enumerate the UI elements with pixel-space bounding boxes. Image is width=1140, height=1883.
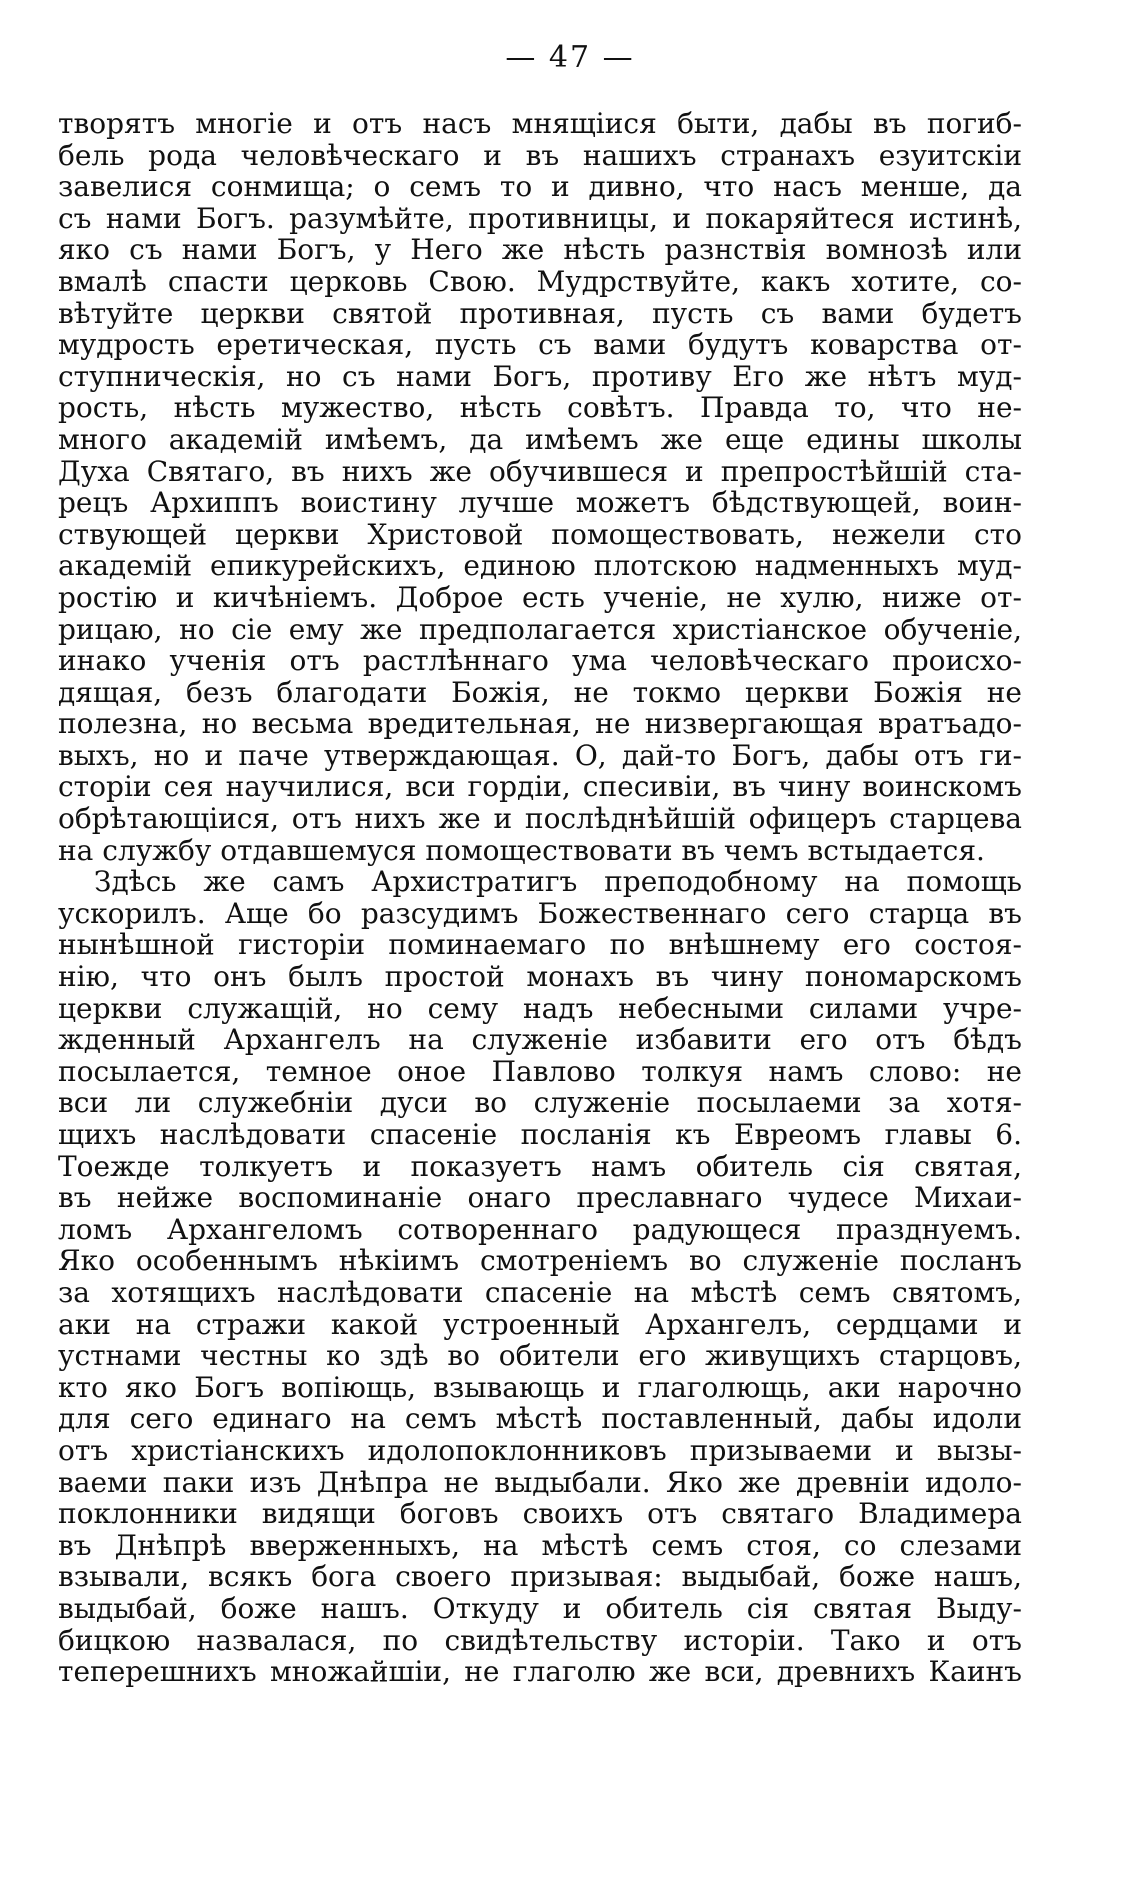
text-line: яко съ нами Богъ, у Него же нѣсть разнствія вомнозѣ или bbox=[58, 233, 1022, 267]
text-line: рицаю, но сіе ему же предполагается христіанское обученіе, bbox=[58, 612, 1022, 646]
text-line: ломъ Архангеломъ сотвореннаго радующеся празднуемъ. bbox=[58, 1212, 1022, 1246]
text-line: посылается, темное оное Павлово толкуя намъ слово: не bbox=[58, 1054, 1022, 1088]
text-line: нію, что онъ былъ простой монахъ въ чину пономарскомъ bbox=[58, 960, 1022, 994]
text-line: вси ли служебніи дуси во служеніе посылаеми за хотя- bbox=[58, 1086, 1022, 1120]
text-line: ствующей церкви Христовой помоществовать, нежели сто bbox=[58, 517, 1022, 551]
text-line: для сего единаго на семъ мѣстѣ поставленный, дабы идоли bbox=[58, 1402, 1022, 1436]
text-line: отъ христіанскихъ идолопоклонниковъ призываеми и вызы- bbox=[58, 1433, 1022, 1467]
text-line: жденный Архангелъ на служеніе избавити его отъ бѣдъ bbox=[58, 1023, 1022, 1057]
text-line: много академій имѣемъ, да имѣемъ же еще едины школы bbox=[58, 422, 1022, 456]
text-line: на службу отдавшемуся помоществовати въ чемъ встыдается. bbox=[58, 833, 985, 867]
text-line: за хотящихъ наслѣдовати спасеніе на мѣстѣ семъ святомъ, bbox=[58, 1275, 1022, 1309]
text-line: вмалѣ спасти церковь Свою. Мудрствуйте, какъ хотите, со- bbox=[58, 264, 1022, 298]
text-line: нынѣшной гисторіи поминаемаго по внѣшнему его состоя- bbox=[58, 928, 1022, 962]
text-line: Духа Святаго, въ нихъ же обучившеся и препростѣйшій ста- bbox=[58, 454, 1022, 488]
body-text bbox=[58, 108, 1022, 1688]
text-line: Здѣсь же самъ Архистратигъ преподобному на помощь bbox=[94, 865, 1022, 899]
text-line: выдыбай, боже нашъ. Откуду и обитель сія святая Выду- bbox=[58, 1591, 1022, 1625]
text-line: академій епикурейскихъ, единою плотскою надменныхъ муд- bbox=[58, 549, 1022, 583]
text-line: рецъ Архиппъ воистину лучше можетъ бѣдствующей, воин- bbox=[58, 486, 1022, 520]
text-line: въ Днѣпрѣ вверженныхъ, на мѣстѣ семъ стоя, со слезами bbox=[58, 1528, 1022, 1562]
text-line: съ нами Богъ. разумѣйте, противницы, и покаряйтеся истинѣ, bbox=[58, 201, 1022, 235]
text-line: въ нейже воспоминаніе онаго преславнаго чудесе Михаи- bbox=[58, 1181, 1022, 1215]
text-line: устнами честны ко здѣ во обители его живущихъ старцовъ, bbox=[58, 1339, 1022, 1373]
text-line: взывали, всякъ бога своего призывая: выдыбай, боже нашъ, bbox=[58, 1560, 1022, 1594]
text-line: бель рода человѣческаго и въ нашихъ странахъ езуитскіи bbox=[58, 138, 1022, 172]
text-line: Яко особеннымъ нѣкіимъ смотреніемъ во служеніе посланъ bbox=[58, 1244, 1022, 1278]
text-line: инако ученія отъ растлѣннаго ума человѣческаго происхо- bbox=[58, 644, 1022, 678]
text-line: церкви служащій, но сему надъ небесными силами учре- bbox=[58, 991, 1022, 1025]
page-number: — 47 — bbox=[505, 40, 635, 75]
text-line: дящая, безъ благодати Божія, не токмо церкви Божія не bbox=[58, 675, 1022, 709]
text-line: поклонники видящи боговъ своихъ отъ святаго Владимера bbox=[58, 1497, 1022, 1531]
text-line: сторіи сея научилися, вси гордіи, спесивіи, въ чину воинскомъ bbox=[58, 770, 1022, 804]
text-line: ваеми паки изъ Днѣпра не выдыбали. Яко же древніи идоло- bbox=[58, 1465, 1022, 1499]
text-line: творятъ многіе и отъ насъ мнящіися быти, дабы въ погиб- bbox=[58, 107, 1022, 140]
text-line: выхъ, но и паче утверждающая. О, дай-то Богъ, дабы отъ ги- bbox=[58, 738, 1022, 772]
text-line: ростію и кичѣніемъ. Доброе есть ученіе, не хулю, ниже от- bbox=[58, 580, 1022, 614]
text-line: теперешнихъ множайшіи, не глаголю же вси, древнихъ Каинъ bbox=[58, 1655, 1022, 1689]
text-line: полезна, но весьма вредительная, не низвергающая вратъадо- bbox=[58, 707, 1022, 741]
text-line: мудрость еретическая, пусть съ вами будутъ коварства от- bbox=[58, 328, 1022, 362]
text-line: ускорилъ. Аще бо разсудимъ Божественнаго сего старца въ bbox=[58, 896, 1022, 930]
text-line: щихъ наслѣдовати спасеніе посланія къ Евреомъ главы 6. bbox=[58, 1118, 1022, 1151]
text-line: рость, нѣсть мужество, нѣсть совѣтъ. Правда то, что не- bbox=[58, 391, 1022, 425]
text-line: обрѣтающіися, отъ нихъ же и послѣднѣйшій офицеръ старцева bbox=[58, 802, 1022, 836]
text-line: бицкою назвалася, по свидѣтельству исторіи. Тако и отъ bbox=[58, 1623, 1022, 1657]
text-line: завелися сонмища; о семъ то и дивно, что насъ менше, да bbox=[58, 170, 1022, 204]
text-line: вѣтуйте церкви святой противная, пусть съ вами будетъ bbox=[58, 296, 1022, 330]
text-line: Тоежде толкуетъ и показуетъ намъ обитель сія святая, bbox=[58, 1149, 1022, 1183]
text-line: аки на стражи какой устроенный Архангелъ, сердцами и bbox=[58, 1307, 1022, 1341]
text-line: ступническія, но съ нами Богъ, противу Его же нѣтъ муд- bbox=[58, 359, 1022, 393]
text-line: кто яко Богъ вопіющь, взывающь и глаголющь, аки нарочно bbox=[58, 1370, 1022, 1404]
